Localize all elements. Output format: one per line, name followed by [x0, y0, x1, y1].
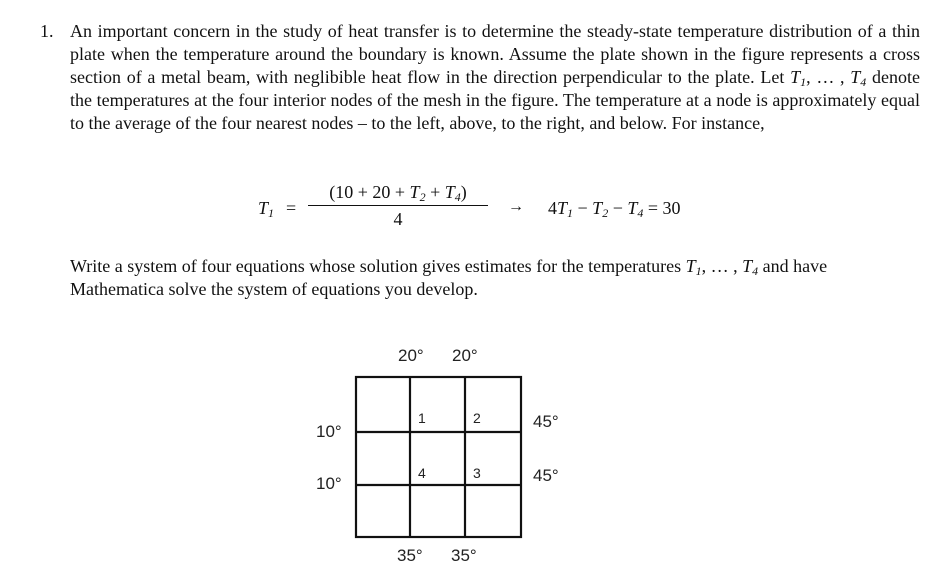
temp-bottom-right: 35°	[451, 546, 477, 565]
fraction-bar	[308, 205, 488, 206]
var-T4: $T_4$	[850, 67, 867, 89]
eq-fraction	[308, 180, 488, 230]
var-T4: $T_4$	[742, 256, 759, 278]
node-label-2: 2	[473, 410, 481, 426]
eq-numerator: $(10 + 20 + T_2 + T_4)$	[329, 182, 467, 204]
p2-text-b: and have Mathematica solve the system of equations you develop.	[70, 256, 828, 299]
temp-left-bottom: 10°	[316, 474, 342, 493]
p1-text-b: denote the temperatures at the four interior nodes of the mesh in the figure. The temperature at a node is approximately equal to the average of the four nearest nodes – to the left, above, to the right, and below. For instance,	[70, 67, 921, 133]
problem-paragraph-2	[70, 255, 910, 301]
temp-top-right: 20°	[452, 346, 478, 365]
node-label-3: 3	[473, 465, 481, 481]
p1-text-a: An important concern in the study of heat transfer is to determine the steady-state temperature distribution of a thin plate when the temperature around the boundary is known. Assume the plate shown in the figure represents a cross section of a metal beam, with neglibible heat flow in the direction perpendicular to the plate. Let	[70, 21, 920, 87]
example-equation	[258, 180, 738, 236]
eq-lhs: $T_1$	[258, 198, 275, 220]
p2-text-a: Write a system of four equations whose solution gives estimates for the temperatures	[70, 256, 686, 276]
eq-equals: =	[286, 198, 297, 218]
node-label-4: 4	[418, 465, 426, 481]
var-T1: $T_1$	[685, 256, 702, 278]
sep: , … ,	[701, 256, 743, 276]
eq-denominator: 4	[393, 209, 403, 229]
node-label-1: 1	[418, 410, 426, 426]
sep: , … ,	[806, 67, 851, 87]
temp-left-top: 10°	[316, 422, 342, 441]
plate-boundary	[356, 377, 521, 537]
mesh-diagram	[300, 335, 600, 580]
var-T1: $T_1$	[790, 67, 807, 89]
problem-paragraph-1	[70, 20, 920, 135]
arrow-icon: →	[508, 198, 524, 215]
problem-number: 1.	[40, 21, 54, 41]
temp-right-bottom: 45°	[533, 466, 559, 485]
mesh-figure	[300, 335, 600, 580]
temp-bottom-left: 35°	[397, 546, 423, 565]
eq-rhs: $4T_1 - T_2 - T_4 = 30$	[548, 198, 681, 220]
temp-top-left: 20°	[398, 346, 424, 365]
temp-right-top: 45°	[533, 412, 559, 431]
